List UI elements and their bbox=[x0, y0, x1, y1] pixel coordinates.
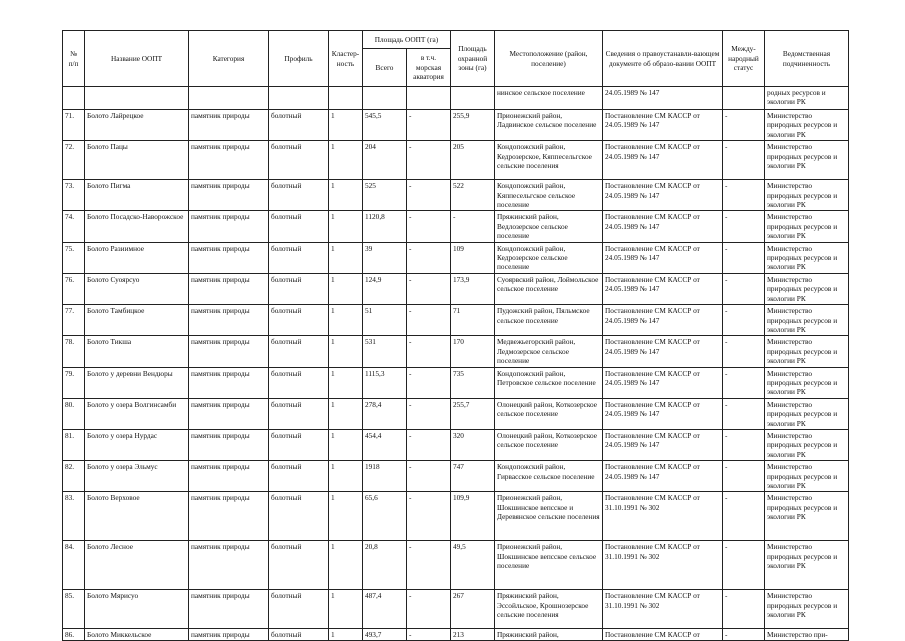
table-row bbox=[63, 398, 849, 429]
cell-area-total: 278,4 bbox=[363, 398, 407, 429]
cell-document: Постановление СМ КАССР от 24.05.1989 № 147 bbox=[603, 273, 723, 304]
cell-document: Постановление СМ КАССР от 24.05.1989 № 147 bbox=[603, 141, 723, 180]
cell-area-marine: - bbox=[407, 180, 451, 211]
header-profile: Профиль bbox=[269, 31, 329, 87]
cell-oopt-name: Болото у деревни Вендюры bbox=[85, 367, 189, 398]
cell-row-number: 75. bbox=[63, 242, 85, 273]
cell-category: памятник природы bbox=[189, 367, 269, 398]
cell-category: памятник природы bbox=[189, 461, 269, 492]
cell-intl-status: - bbox=[723, 336, 765, 367]
continued-authority: родных ресурсов и экологии РК bbox=[765, 87, 849, 110]
table-row bbox=[63, 273, 849, 304]
cell-profile: болотный bbox=[269, 305, 329, 336]
cell-intl-status: - bbox=[723, 141, 765, 180]
cell-area-total: 39 bbox=[363, 242, 407, 273]
cell-location: Прионежский район, Ладвинское сельское поселение bbox=[495, 110, 603, 141]
cell-buffer-area: 747 bbox=[451, 461, 495, 492]
table-row bbox=[63, 461, 849, 492]
cell-authority: Министерство природных ресурсов и экологии РК bbox=[765, 211, 849, 242]
header-cluster: Кластер- ность bbox=[329, 31, 363, 87]
cell-location: Кондопожский район, Петровское сельское поселение bbox=[495, 367, 603, 398]
cell-category: памятник природы bbox=[189, 590, 269, 629]
cell-document: Постановление СМ КАССР от 24.05.1989 № 147 bbox=[603, 180, 723, 211]
table-row bbox=[63, 211, 849, 242]
cell-profile: болотный bbox=[269, 590, 329, 629]
cell-buffer-area: 255,9 bbox=[451, 110, 495, 141]
cell-area-total: 454,4 bbox=[363, 429, 407, 460]
cell-buffer-area: 735 bbox=[451, 367, 495, 398]
cell-oopt-name: Болото Посадско-Наворожское bbox=[85, 211, 189, 242]
cell-authority: Министерство природных ресурсов и экологии РК bbox=[765, 273, 849, 304]
cell-intl-status: - bbox=[723, 110, 765, 141]
cell-profile: болотный bbox=[269, 273, 329, 304]
cell-category: памятник природы bbox=[189, 273, 269, 304]
cell-authority: Министерство природных ресурсов и экологии РК bbox=[765, 110, 849, 141]
cell-area-total: 1918 bbox=[363, 461, 407, 492]
cell-profile: болотный bbox=[269, 492, 329, 541]
cell-profile: болотный bbox=[269, 242, 329, 273]
header-intl-status: Между-народный статус bbox=[723, 31, 765, 87]
cell-profile: болотный bbox=[269, 211, 329, 242]
cell-row-number: 77. bbox=[63, 305, 85, 336]
cell-row-number: 78. bbox=[63, 336, 85, 367]
cell-oopt-name: Болото у озера Эльмус bbox=[85, 461, 189, 492]
cell-authority: Министерство природных ресурсов и экологии РК bbox=[765, 336, 849, 367]
cell-area-total: 51 bbox=[363, 305, 407, 336]
cell-cluster: 1 bbox=[329, 141, 363, 180]
cell-cluster: 1 bbox=[329, 461, 363, 492]
cell-authority: Министерство природных ресурсов и экологии РК bbox=[765, 429, 849, 460]
cell-area-marine: - bbox=[407, 367, 451, 398]
cell-intl-status: - bbox=[723, 590, 765, 629]
cell-intl-status: - bbox=[723, 211, 765, 242]
cell-row-number: 80. bbox=[63, 398, 85, 429]
cell-buffer-area: 109 bbox=[451, 242, 495, 273]
cell-area-marine: - bbox=[407, 242, 451, 273]
cell-area-total: 525 bbox=[363, 180, 407, 211]
table-row bbox=[63, 367, 849, 398]
cell-area-total: 1120,8 bbox=[363, 211, 407, 242]
cell-area-marine: - bbox=[407, 461, 451, 492]
cell-intl-status: - bbox=[723, 629, 765, 641]
cell-document: Постановление СМ КАССР от 31.10.1991 № 302 bbox=[603, 590, 723, 629]
cell-row-number: 81. bbox=[63, 429, 85, 460]
table-row bbox=[63, 110, 849, 141]
cell-profile: болотный bbox=[269, 141, 329, 180]
cell-area-marine: - bbox=[407, 305, 451, 336]
cell-document: Постановление СМ КАССР от 24.05.1989 № 147 bbox=[603, 305, 723, 336]
cell-authority: Министерство природных ресурсов и экологии РК bbox=[765, 541, 849, 590]
table-row bbox=[63, 336, 849, 367]
cell-document: Постановление СМ КАССР от 31.10.1991 № 302 bbox=[603, 492, 723, 541]
cell-oopt-name: Болото Верховое bbox=[85, 492, 189, 541]
cell-location: Пряжинский район, Эссойльское, Крошнозерское сельские поселения bbox=[495, 590, 603, 629]
table-row bbox=[63, 429, 849, 460]
continued-location: нинское сельское поселение bbox=[495, 87, 603, 110]
cell-authority: Министерство природных ресурсов и экологии РК bbox=[765, 180, 849, 211]
cell-location: Кондопожский район, Гирвасское сельское поселение bbox=[495, 461, 603, 492]
cell-authority: Министерство природных ресурсов и экологии РК bbox=[765, 305, 849, 336]
cell-location: Суоярвский район, Лоймольское сельское поселение bbox=[495, 273, 603, 304]
table-row bbox=[63, 242, 849, 273]
cell-location: Кондопожский район, Кедрозерское, Кяппесельгское сельские поселения bbox=[495, 141, 603, 180]
table-row bbox=[63, 492, 849, 541]
cell-cluster: 1 bbox=[329, 590, 363, 629]
cell-authority: Министерство природных ресурсов и экологии РК bbox=[765, 590, 849, 629]
cell-oopt-name: Болото Мярисуо bbox=[85, 590, 189, 629]
cell-intl-status: - bbox=[723, 492, 765, 541]
cell-cluster: 1 bbox=[329, 367, 363, 398]
cell-location: Олонецкий район, Коткозерское сельское поселение bbox=[495, 429, 603, 460]
cell-intl-status: - bbox=[723, 461, 765, 492]
continued-row bbox=[63, 87, 849, 110]
header-category: Категория bbox=[189, 31, 269, 87]
header-authority: Ведомственная подчиненность bbox=[765, 31, 849, 87]
cell-buffer-area: 320 bbox=[451, 429, 495, 460]
cell-cluster: 1 bbox=[329, 242, 363, 273]
cell-row-number: 74. bbox=[63, 211, 85, 242]
cell-row-number: 76. bbox=[63, 273, 85, 304]
cell-row-number: 83. bbox=[63, 492, 85, 541]
cell-area-total: 545,5 bbox=[363, 110, 407, 141]
cell-document: Постановление СМ КАССР от 24.05.1989 № 147 bbox=[603, 211, 723, 242]
cell-category: памятник природы bbox=[189, 398, 269, 429]
cell-buffer-area: 522 bbox=[451, 180, 495, 211]
cell-oopt-name: Болото Лесное bbox=[85, 541, 189, 590]
cell-profile: болотный bbox=[269, 336, 329, 367]
cell-category: памятник природы bbox=[189, 429, 269, 460]
cell-cluster: 1 bbox=[329, 492, 363, 541]
cell-row-number: 82. bbox=[63, 461, 85, 492]
cell-area-total: 204 bbox=[363, 141, 407, 180]
cell-cluster: 1 bbox=[329, 273, 363, 304]
cell-area-total: 493,7 bbox=[363, 629, 407, 641]
cell-category: памятник природы bbox=[189, 180, 269, 211]
header-name: Название ООПТ bbox=[85, 31, 189, 87]
header-document: Сведения о правоустанавли-вающем документе об образо-вании ООПТ bbox=[603, 31, 723, 87]
cell-cluster: 1 bbox=[329, 629, 363, 641]
cell-row-number: 86. bbox=[63, 629, 85, 641]
cell-profile: болотный bbox=[269, 629, 329, 641]
cell-area-marine: - bbox=[407, 141, 451, 180]
cell-row-number: 72. bbox=[63, 141, 85, 180]
cell-intl-status: - bbox=[723, 273, 765, 304]
cell-buffer-area: 170 bbox=[451, 336, 495, 367]
cell-buffer-area: 173,9 bbox=[451, 273, 495, 304]
cell-oopt-name: Болото Пигма bbox=[85, 180, 189, 211]
cell-buffer-area: 205 bbox=[451, 141, 495, 180]
cell-area-marine: - bbox=[407, 273, 451, 304]
cell-category: памятник природы bbox=[189, 492, 269, 541]
cell-authority: Министерство при- bbox=[765, 629, 849, 641]
cell-cluster: 1 bbox=[329, 305, 363, 336]
cell-profile: болотный bbox=[269, 110, 329, 141]
cell-oopt-name: Болото у озера Волгинсамби bbox=[85, 398, 189, 429]
cell-oopt-name: Болото Тамбицкое bbox=[85, 305, 189, 336]
cell-authority: Министерство природных ресурсов и экологии РК bbox=[765, 461, 849, 492]
cell-category: памятник природы bbox=[189, 336, 269, 367]
cell-oopt-name: Болото у озера Нурдас bbox=[85, 429, 189, 460]
cell-oopt-name: Болото Тикша bbox=[85, 336, 189, 367]
cell-area-marine: - bbox=[407, 211, 451, 242]
cell-oopt-name: Болото Миккельское bbox=[85, 629, 189, 641]
cell-document: Постановление СМ КАССР от 24.05.1989 № 147 bbox=[603, 429, 723, 460]
cell-area-total: 65,6 bbox=[363, 492, 407, 541]
cell-area-total: 20,8 bbox=[363, 541, 407, 590]
cell-area-total: 487,4 bbox=[363, 590, 407, 629]
cell-location: Пудожский район, Пяльмское сельское поселение bbox=[495, 305, 603, 336]
cell-cluster: 1 bbox=[329, 180, 363, 211]
cell-buffer-area: - bbox=[451, 211, 495, 242]
cell-area-marine: - bbox=[407, 629, 451, 641]
cell-category: памятник природы bbox=[189, 541, 269, 590]
cell-location: Кондопожский район, Кедрозерское сельское поселение bbox=[495, 242, 603, 273]
cell-intl-status: - bbox=[723, 398, 765, 429]
header-buffer: Площадь охранной зоны (га) bbox=[451, 31, 495, 87]
header-area-group: Площадь ООПТ (га) bbox=[363, 31, 451, 49]
cell-location: Пряжинский район, bbox=[495, 629, 603, 641]
cell-authority: Министерство природных ресурсов и экологии РК bbox=[765, 141, 849, 180]
cell-document: Постановление СМ КАССР от 24.05.1989 № 147 bbox=[603, 461, 723, 492]
cell-document: Постановление СМ КАССР от 31.10.1991 № 302 bbox=[603, 541, 723, 590]
cell-row-number: 71. bbox=[63, 110, 85, 141]
cell-intl-status: - bbox=[723, 367, 765, 398]
cell-location: Кондопожский район, Кяппесельгское сельское поселение bbox=[495, 180, 603, 211]
cell-buffer-area: 255,7 bbox=[451, 398, 495, 429]
cell-profile: болотный bbox=[269, 398, 329, 429]
cell-oopt-name: Болото Разиимное bbox=[85, 242, 189, 273]
cell-area-marine: - bbox=[407, 541, 451, 590]
cell-buffer-area: 213 bbox=[451, 629, 495, 641]
cell-cluster: 1 bbox=[329, 429, 363, 460]
cell-profile: болотный bbox=[269, 180, 329, 211]
cell-cluster: 1 bbox=[329, 336, 363, 367]
cell-intl-status: - bbox=[723, 242, 765, 273]
cell-location: Прионежский район, Шокшинское вепсское и Деревянское сельские поселения bbox=[495, 492, 603, 541]
cell-cluster: 1 bbox=[329, 110, 363, 141]
cell-document: Постановление СМ КАССР от 24.05.1989 № 147 bbox=[603, 110, 723, 141]
cell-oopt-name: Болото Пацы bbox=[85, 141, 189, 180]
cell-area-total: 1115,3 bbox=[363, 367, 407, 398]
cell-document: Постановление СМ КАССР от 24.05.1989 № 147 bbox=[603, 367, 723, 398]
cell-profile: болотный bbox=[269, 461, 329, 492]
cell-location: Прионежский район, Шокшинское вепсское сельское поселение bbox=[495, 541, 603, 590]
cell-area-marine: - bbox=[407, 110, 451, 141]
cell-category: памятник природы bbox=[189, 305, 269, 336]
cell-authority: Министерство природных ресурсов и экологии РК bbox=[765, 398, 849, 429]
cell-location: Олонецкий район, Коткозерское сельское поселение bbox=[495, 398, 603, 429]
header-location: Местоположение (район, поселение) bbox=[495, 31, 603, 87]
cell-cluster: 1 bbox=[329, 211, 363, 242]
cell-row-number: 84. bbox=[63, 541, 85, 590]
cell-category: памятник природы bbox=[189, 242, 269, 273]
continued-document: 24.05.1989 № 147 bbox=[603, 87, 723, 110]
cell-profile: болотный bbox=[269, 429, 329, 460]
cell-intl-status: - bbox=[723, 541, 765, 590]
cell-intl-status: - bbox=[723, 429, 765, 460]
cell-document: Постановление СМ КАССР от 24.05.1989 № 147 bbox=[603, 336, 723, 367]
cell-document: Постановление СМ КАССР от 24.05.1989 № 147 bbox=[603, 242, 723, 273]
header-num: № п/п bbox=[63, 31, 85, 87]
cell-profile: болотный bbox=[269, 541, 329, 590]
cell-buffer-area: 49,5 bbox=[451, 541, 495, 590]
cell-buffer-area: 71 bbox=[451, 305, 495, 336]
cell-category: памятник природы bbox=[189, 211, 269, 242]
cell-intl-status: - bbox=[723, 180, 765, 211]
cell-area-total: 531 bbox=[363, 336, 407, 367]
cell-category: памятник природы bbox=[189, 110, 269, 141]
cell-document: Постановление СМ КАССР от 24.05.1989 № 147 bbox=[603, 398, 723, 429]
cell-location: Медвежьегорский район, Ледмозерское сельское поселение bbox=[495, 336, 603, 367]
cell-intl-status: - bbox=[723, 305, 765, 336]
cell-authority: Министерство природных ресурсов и экологии РК bbox=[765, 367, 849, 398]
table-row bbox=[63, 180, 849, 211]
cell-authority: Министерство природных ресурсов и экологии РК bbox=[765, 242, 849, 273]
cell-cluster: 1 bbox=[329, 398, 363, 429]
table-row bbox=[63, 141, 849, 180]
cell-area-marine: - bbox=[407, 492, 451, 541]
cell-category: памятник природы bbox=[189, 629, 269, 641]
cell-category: памятник природы bbox=[189, 141, 269, 180]
cell-area-total: 124,9 bbox=[363, 273, 407, 304]
table-row bbox=[63, 590, 849, 629]
table-row bbox=[63, 541, 849, 590]
cell-profile: болотный bbox=[269, 367, 329, 398]
cell-buffer-area: 109,9 bbox=[451, 492, 495, 541]
table-row bbox=[63, 629, 849, 641]
cell-cluster: 1 bbox=[329, 541, 363, 590]
table-row bbox=[63, 305, 849, 336]
cell-row-number: 73. bbox=[63, 180, 85, 211]
cell-area-marine: - bbox=[407, 590, 451, 629]
cell-area-marine: - bbox=[407, 429, 451, 460]
cell-row-number: 79. bbox=[63, 367, 85, 398]
cell-document: Постановление СМ КАССР от bbox=[603, 629, 723, 641]
cell-area-marine: - bbox=[407, 336, 451, 367]
cell-row-number: 85. bbox=[63, 590, 85, 629]
cell-oopt-name: Болото Суоярсуо bbox=[85, 273, 189, 304]
cell-oopt-name: Болото Лайрецкое bbox=[85, 110, 189, 141]
cell-authority: Министерство природных ресурсов и экологии РК bbox=[765, 492, 849, 541]
header-area-marine: в т.ч. морская акватория bbox=[407, 49, 451, 87]
cell-area-marine: - bbox=[407, 398, 451, 429]
cell-location: Пряжинский район, Ведлозерское сельское поселение bbox=[495, 211, 603, 242]
header-area-total: Всего bbox=[363, 49, 407, 87]
cell-buffer-area: 267 bbox=[451, 590, 495, 629]
protected-areas-table bbox=[62, 30, 849, 641]
